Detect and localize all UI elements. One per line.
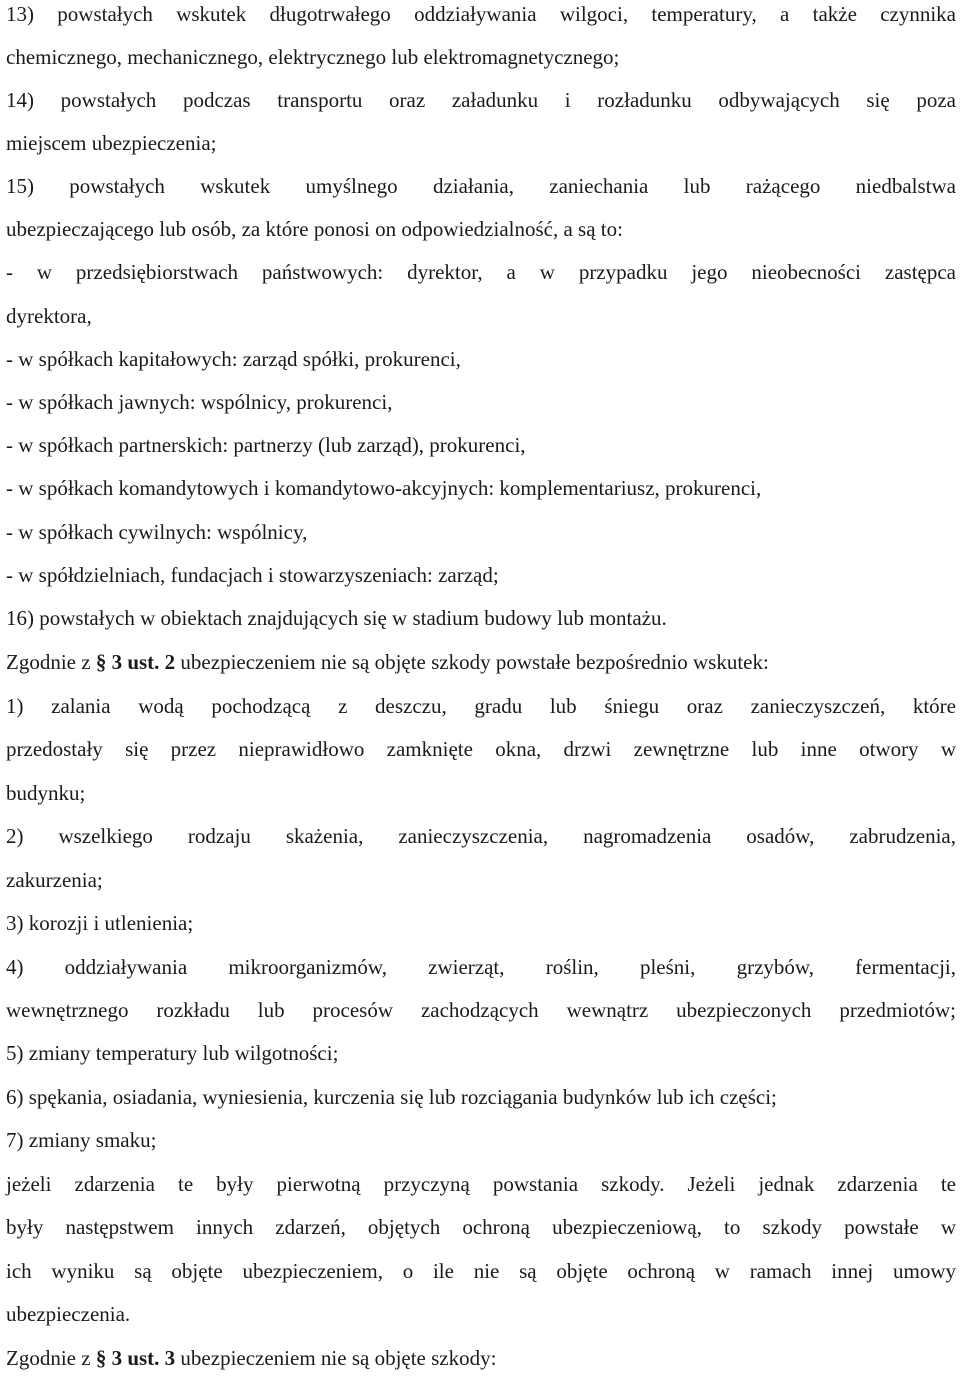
text-line: budynku; — [6, 781, 86, 805]
text-line: 7) zmiany smaku; — [6, 1128, 157, 1152]
text-line: 1) zalania wodą pochodzącą z deszczu, gradu lub śniegu oraz zanieczyszczeń, które — [6, 694, 956, 718]
section-reference-paragraph — [6, 1344, 496, 1372]
text-line: 2) wszelkiego rodzaju skażenia, zanieczyszczenia, nagromadzenia osadów, zabrudzenia, — [6, 824, 956, 848]
reference-number: 3 ust. 2 — [106, 650, 176, 674]
text-line: 15) powstałych wskutek umyślnego działania, zaniechania lub rażącego niedbalstwa — [6, 174, 956, 198]
text-line: przedostały się przez nieprawidłowo zamknięte okna, drzwi zewnętrzne lub inne otwory w — [6, 737, 956, 761]
text-line: 5) zmiany temperatury lub wilgotności; — [6, 1041, 339, 1065]
section-sign: § — [95, 650, 107, 674]
text-line: 16) powstałych w obiektach znajdujących się w stadium budowy lub montażu. — [6, 606, 667, 630]
reference-number: 3 ust. 3 — [106, 1346, 176, 1370]
text-line: miejscem ubezpieczenia; — [6, 131, 217, 155]
text-line: wewnętrznego rozkładu lub procesów zachodzących wewnątrz ubezpieczonych przedmiotów; — [6, 998, 956, 1022]
text-line: ich wyniku są objęte ubezpieczeniem, o ile nie są objęte ochroną w ramach innej umowy — [6, 1259, 956, 1283]
text-line: ubezpieczającego lub osób, za które ponosi on odpowiedzialność, a są to: — [6, 217, 623, 241]
text-line: dyrektora, — [6, 304, 92, 328]
section-reference-paragraph — [6, 648, 769, 676]
text-line: - w spółkach partnerskich: partnerzy (lub zarząd), prokurenci, — [6, 433, 526, 457]
section-sign: § — [95, 1346, 107, 1370]
reference-prefix: Zgodnie z — [6, 650, 96, 674]
text-line: ubezpieczenia. — [6, 1302, 131, 1326]
reference-prefix: Zgodnie z — [6, 1346, 96, 1370]
reference-text: ubezpieczeniem nie są objęte szkody powstałe bezpośrednio wskutek: — [175, 650, 769, 674]
text-line: - w spółkach cywilnych: wspólnicy, — [6, 520, 308, 544]
text-line: - w spółdzielniach, fundacjach i stowarzyszeniach: zarząd; — [6, 563, 499, 587]
text-line: 4) oddziaływania mikroorganizmów, zwierząt, roślin, pleśni, grzybów, fermentacji, — [6, 955, 956, 979]
text-line: - w spółkach komandytowych i komandytowo-akcyjnych: komplementariusz, prokurenci, — [6, 476, 762, 500]
text-line: - w spółkach jawnych: wspólnicy, prokurenci, — [6, 390, 393, 414]
text-line: 13) powstałych wskutek długotrwałego oddziaływania wilgoci, temperatury, a także czynnika — [6, 2, 956, 26]
text-line: zakurzenia; — [6, 868, 103, 892]
text-line: jeżeli zdarzenia te były pierwotną przyczyną powstania szkody. Jeżeli jednak zdarzenia te — [6, 1172, 956, 1196]
text-line: 14) powstałych podczas transportu oraz załadunku i rozładunku odbywających się poza — [6, 88, 956, 112]
text-line: - w spółkach kapitałowych: zarząd spółki, prokurenci, — [6, 347, 461, 371]
text-line: chemicznego, mechanicznego, elektrycznego lub elektromagnetycznego; — [6, 45, 620, 69]
text-line: - w przedsiębiorstwach państwowych: dyrektor, a w przypadku jego nieobecności zastępca — [6, 260, 956, 284]
reference-text: ubezpieczeniem nie są objęte szkody: — [175, 1346, 497, 1370]
text-line: 6) spękania, osiadania, wyniesienia, kurczenia się lub rozciągania budynków lub ich części; — [6, 1085, 777, 1109]
text-line: były następstwem innych zdarzeń, objętych ochroną ubezpieczeniową, to szkody powstałe w — [6, 1215, 956, 1239]
text-line: 3) korozji i utlenienia; — [6, 911, 194, 935]
